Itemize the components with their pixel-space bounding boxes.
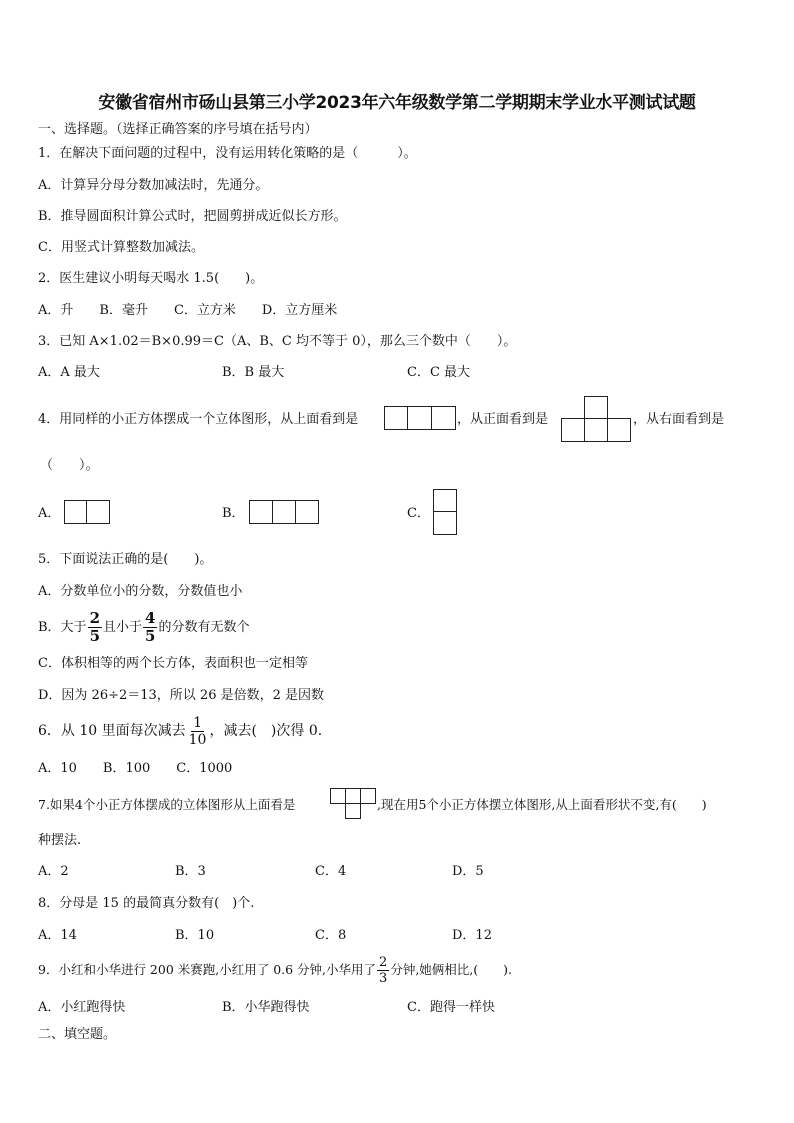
question-5-option-a: A．分数单位小的分数，分数值也小 (38, 584, 243, 599)
page-title: 安徽省宿州市砀山县第三小学2023年六年级数学第二学期期末学业水平测试试题 (98, 93, 696, 113)
fraction-denominator: 10 (188, 731, 207, 748)
fraction-four-fifths (143, 611, 157, 644)
question-3-option-a: A．A 最大 (38, 365, 100, 380)
question-5-option-c: C．体积相等的两个长方体，表面积也一定相等 (38, 656, 308, 671)
question-1-stem: 1．在解决下面问题的过程中，没有运用转化策略的是（ ）。 (38, 146, 417, 161)
question-7-option-c: C．4 (315, 864, 347, 879)
question-4-option-b: B． (222, 506, 245, 521)
question-6-stem (38, 715, 322, 747)
question-6-prefix: 6．从 10 里面每次减去 (38, 723, 186, 739)
question-2-options: A．升 B．毫升 C．立方米 D．立方厘米 (38, 303, 338, 318)
question-7-prefix: 7.如果4个小正方体摆成的立体图形从上面看是 (38, 797, 296, 812)
question-9-option-c: C．跑得一样快 (407, 1000, 495, 1015)
option-b-figure (249, 500, 319, 524)
question-8-option-b: B．10 (175, 928, 215, 943)
question-4-option-a: A． (38, 506, 61, 521)
question-9-option-a: A．小红跑得快 (38, 1000, 126, 1015)
question-4-stem-part3: ，从右面看到是 (633, 412, 725, 427)
question-7-line2: 种摆法. (38, 833, 82, 848)
question-5-stem: 5．下面说法正确的是( )。 (38, 552, 213, 567)
fraction-two-thirds (377, 956, 389, 985)
option-b-prefix: B．大于 (38, 620, 87, 635)
section-heading-choice: 一、选择题。（选择正确答案的序号填在括号内） (38, 122, 318, 137)
section-heading-fill: 二、填空题。 (38, 1027, 117, 1042)
fraction-denominator: 5 (89, 627, 100, 645)
option-b-middle: 且小于 (103, 620, 143, 635)
fraction-numerator: 1 (193, 714, 202, 731)
question-3-option-b: B．B 最大 (222, 365, 285, 380)
question-3-option-c: C．C 最大 (407, 365, 471, 380)
question-9-option-b: B．小华跑得快 (222, 1000, 310, 1015)
fraction-numerator: 2 (379, 955, 388, 970)
question-7-option-d: D．5 (452, 864, 484, 879)
question-6-options: A．10 B．100 C．1000 (38, 761, 233, 776)
question-2-stem: 2．医生建议小明每天喝水 1.5( )。 (38, 271, 264, 286)
question-8-stem: 8．分母是 15 的最简真分数有( )个. (38, 896, 255, 911)
fraction-denominator: 5 (145, 627, 156, 645)
question-8-option-d: D．12 (452, 928, 492, 943)
q7-top-view-figure (330, 788, 376, 820)
front-view-figure (561, 396, 631, 442)
question-7-option-a: A．2 (38, 864, 69, 879)
question-9-prefix: 9．小红和小华进行 200 米赛跑,小红用了 0.6 分钟,小华用了 (38, 962, 377, 977)
top-view-figure (384, 406, 456, 430)
fraction-numerator: 2 (89, 609, 100, 627)
question-4-stem-part2: ，从正面看到是 (457, 412, 549, 427)
question-7-suffix: ,现在用5个小正方体摆立体图形,从上面看形状不变,有( ) (377, 797, 707, 812)
fraction-two-fifths (88, 611, 102, 644)
question-1-option-a: A．计算异分母分数加减法时，先通分。 (38, 178, 269, 193)
question-9-stem (38, 954, 512, 986)
option-a-figure (64, 500, 110, 524)
question-8-option-a: A．14 (38, 928, 77, 943)
option-b-suffix: 的分数有无数个 (158, 620, 250, 635)
fraction-one-tenth (187, 716, 209, 747)
question-8-option-c: C．8 (315, 928, 347, 943)
question-5-option-d: D．因为 26÷2＝13，所以 26 是倍数，2 是因数 (38, 688, 325, 703)
question-4-option-c: C． (407, 506, 430, 521)
question-1-option-c: C．用竖式计算整数加减法。 (38, 240, 204, 255)
fraction-denominator: 3 (379, 971, 388, 986)
question-7-option-b: B．3 (175, 864, 206, 879)
question-5-option-b (38, 611, 249, 644)
option-c-figure (433, 489, 457, 535)
question-4-stem-part1: 4．用同样的小正方体摆成一个立体图形，从上面看到是 (38, 412, 359, 427)
question-1-option-b: B．推导圆面积计算公式时，把圆剪拼成近似长方形。 (38, 209, 347, 224)
question-3-stem: 3．已知 A×1.02＝B×0.99＝C（A、B、C 均不等于 0），那么三个数中（ ）。 (38, 334, 517, 349)
question-6-suffix: ，减去( )次得 0. (209, 723, 323, 739)
fraction-numerator: 4 (145, 609, 156, 627)
question-9-suffix: 分钟,她俩相比,( ). (390, 962, 513, 977)
question-4-answer-paren: （ ）。 (40, 458, 99, 473)
